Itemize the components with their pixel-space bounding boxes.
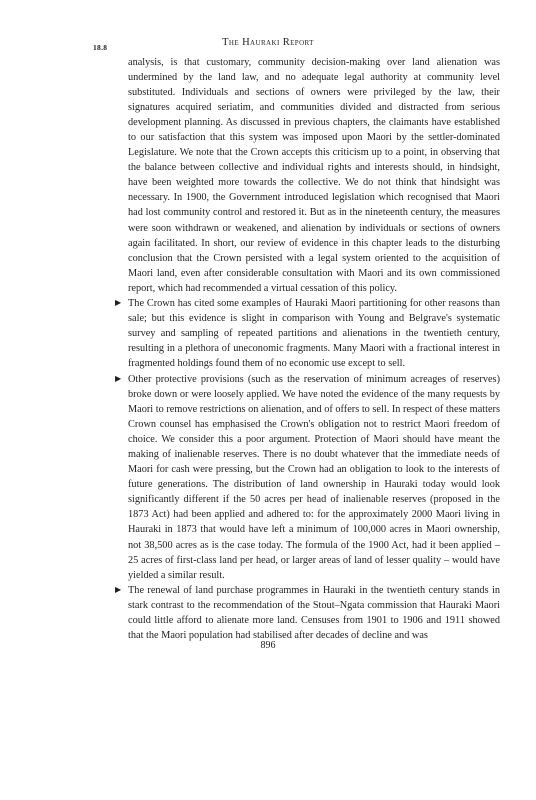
- bullet-item: [115, 372, 500, 583]
- running-head: The Hauraki Report: [222, 37, 314, 48]
- bullet-item: [115, 583, 500, 643]
- bullet-text: The renewal of land purchase programmes in Hauraki in the twentieth century stands in stark contrast to the recommendation of the Stout–Ngata commission that Hauraki Maori could little afford to alienate more land. Censuses from 1901 to 1906 and 1911 showed that the Maori population had stabilised after decades of decline and was: [128, 585, 500, 642]
- bullet-text: The Crown has cited some examples of Hauraki Maori partitioning for other reasons than sale; but this evidence is slight in comparison with Young and Belgrave's systematic survey and sampling of repeated partitions and alienations in the twentieth century, resulting in a plethora of uneconomic fragments. Many Maori with a fractional interest in fragmented holdings found them of no economic use except to sell.: [128, 298, 500, 370]
- bullet-item: [115, 296, 500, 371]
- intro-paragraph: analysis, is that customary, community decision-making over land alienation was undermined by the land law, and no adequate legal authority at community level substituted. Individuals and sections of owners were privileged by the law, their signatures acquired seriatim, and communities divided and distracted from serious development planning. As discussed in previous chapters, the claimants have established to our satisfaction that this system was imposed upon Maori by the settler-dominated Legislature. We note that the Crown accepts this criticism up to a point, in observing that the balance between collective and individual rights and interests should, in hindsight, have been weighted more towards the collective. We do not think that hindsight was necessary. In 1900, the Government introduced legislation which recognised that Maori had lost community control and restored it. But as in the nineteenth century, the measures were soon withdrawn or weakened, and alienation by individuals or sections of owners again facilitated. In short, our review of evidence in this chapter leads to the disturbing conclusion that the Crown persisted with a legal system oriented to the acquisition of Maori land, even after considerable consultation with Maori and its own commissioned report, which had recommended a virtual cessation of this policy.: [128, 57, 500, 294]
- body-text: [115, 55, 500, 643]
- triangle-right-icon: ▶: [115, 298, 122, 308]
- triangle-right-icon: ▶: [115, 373, 122, 383]
- triangle-right-icon: ▶: [115, 585, 122, 595]
- page-number: 896: [260, 640, 276, 651]
- bullet-text: Other protective provisions (such as the reservation of minimum acreages of reserves) broke down or were loosely applied. We have noted the evidence of the many requests by Maori to remove restrictions on alienation, and of offers to sell. In respect of these matters Crown counsel has emphasised the Crown's obligation not to restrict Maori freedom of choice. We consider this a poor argument. Protection of Maori should have meant the making of inalienable reserves. There is no doubt whatever that the immediate needs of Maori for cash were pressing, but the Crown had an obligation to look to the interests of future generations. The distribution of land ownership in Hauraki today would look significantly different if the 50 acres per head of inalienable reserves (proposed in the 1873 Act) had been applied and adhered to: for the approximately 2000 Maori living in Hauraki in 1873 that would have left a minimum of 100,000 acres in Maori ownership, not 38,500 acres as is the case today. The formula of the 1900 Act, had it been applied – 25 acres of first-class land per head, or larger areas of land of lesser quality – would have yielded a similar result.: [128, 373, 500, 581]
- section-number: 18.8: [93, 43, 108, 52]
